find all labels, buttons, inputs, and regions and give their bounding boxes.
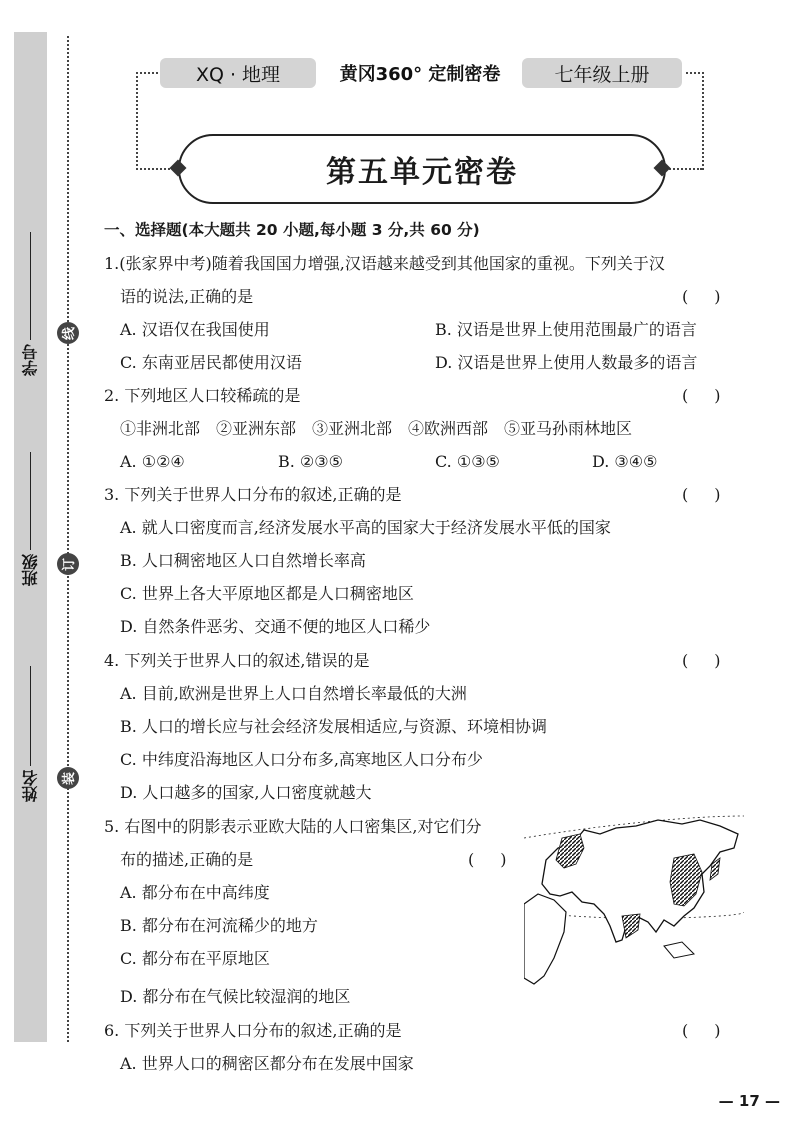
- q1-stem: 1.(张家界中考)随着我国国力增强,汉语越来越受到其他国家的重视。下列关于汉: [104, 254, 665, 273]
- series-title: 黄冈360° 定制密卷: [339, 64, 501, 85]
- header-connector-left: [136, 72, 162, 170]
- bind-mark-staple: 订: [57, 553, 79, 575]
- q3-option-d: D. 自然条件恶劣、交通不便的地区人口稀少: [120, 617, 431, 636]
- name-line: [30, 666, 32, 766]
- q1-option-d: D. 汉语是世界上使用人数最多的语言: [435, 353, 698, 372]
- q1-option-a: A. 汉语仅在我国使用: [120, 320, 270, 339]
- binding-cut-line: [67, 36, 69, 1042]
- q3-stem: 3. 下列关于世界人口分布的叙述,正确的是: [104, 485, 402, 504]
- south-asia-dense-area: [622, 914, 640, 938]
- eurasia-population-map: [524, 808, 744, 988]
- q6-option-a: A. 世界人口的稠密区都分布在发展中国家: [120, 1054, 414, 1073]
- q5-option-c: C. 都分布在平原地区: [120, 949, 270, 968]
- q1-answer-blank[interactable]: ( ): [682, 287, 721, 306]
- header-connector-right: [686, 72, 704, 170]
- page-number: — 17 —: [718, 1092, 780, 1110]
- q1-option-b: B. 汉语是世界上使用范围最广的语言: [435, 320, 697, 339]
- q1-stem-cont: 语的说法,正确的是: [120, 287, 254, 306]
- page-title: 第五单元密卷: [326, 155, 518, 190]
- q3-option-c: C. 世界上各大平原地区都是人口稠密地区: [120, 584, 414, 603]
- africa-outline: [524, 894, 566, 984]
- q1-option-c: C. 东南亚居民都使用汉语: [120, 353, 302, 372]
- island-southeast-asia: [664, 942, 694, 958]
- q5-option-d: D. 都分布在气候比较湿润的地区: [120, 987, 351, 1006]
- student-id-field[interactable]: [14, 232, 47, 376]
- q5-answer-blank[interactable]: ( ): [468, 850, 507, 869]
- q6-stem: 6. 下列关于世界人口分布的叙述,正确的是: [104, 1021, 402, 1040]
- q6-answer-blank[interactable]: ( ): [682, 1021, 721, 1040]
- q2-answer-blank[interactable]: ( ): [682, 386, 721, 405]
- q2-option-d: D. ③④⑤: [592, 452, 658, 471]
- q2-option-c: C. ①③⑤: [435, 452, 500, 471]
- q3-option-b: B. 人口稠密地区人口自然增长率高: [120, 551, 366, 570]
- q2-stem: 2. 下列地区人口较稀疏的是: [104, 386, 301, 405]
- q5-option-b: B. 都分布在河流稀少的地方: [120, 916, 318, 935]
- q5-stem: 5. 右图中的阴影表示亚欧大陆的人口密集区,对它们分: [104, 817, 482, 836]
- q3-option-a: A. 就人口密度而言,经济发展水平高的国家大于经济发展水平低的国家: [120, 518, 611, 537]
- q4-stem: 4. 下列关于世界人口的叙述,错误的是: [104, 651, 370, 670]
- class-line: [30, 452, 32, 550]
- student-id-label: 学号: [21, 344, 40, 376]
- q4-answer-blank[interactable]: ( ): [682, 651, 721, 670]
- q3-answer-blank[interactable]: ( ): [682, 485, 721, 504]
- title-banner: [178, 134, 666, 204]
- subject-pill: XQ · 地理: [160, 58, 316, 88]
- q5-stem-cont: 布的描述,正确的是: [120, 850, 254, 869]
- q2-option-a: A. ①②④: [120, 452, 185, 471]
- q4-option-a: A. 目前,欧洲是世界上人口自然增长率最低的大洲: [120, 684, 467, 703]
- class-field[interactable]: [14, 452, 47, 586]
- bind-mark-line: 线: [57, 322, 79, 344]
- section-heading: 一、选择题(本大题共 20 小题,每小题 3 分,共 60 分): [104, 221, 480, 239]
- student-id-line: [30, 232, 32, 340]
- q4-option-c: C. 中纬度沿海地区人口分布多,高寒地区人口分布少: [120, 750, 483, 769]
- q5-option-a: A. 都分布在中高纬度: [120, 883, 270, 902]
- q4-option-b: B. 人口的增长应与社会经济发展相适应,与资源、环境相协调: [120, 717, 548, 736]
- bind-mark-bind: 装: [57, 767, 79, 789]
- grade-pill: 七年级上册: [522, 58, 682, 88]
- q2-option-b: B. ②③⑤: [278, 452, 343, 471]
- name-label: 姓名: [21, 770, 40, 802]
- q4-option-d: D. 人口越多的国家,人口密度就越大: [120, 783, 372, 802]
- class-label: 班级: [21, 554, 40, 586]
- q2-items: ①非洲北部 ②亚洲东部 ③亚洲北部 ④欧洲西部 ⑤亚马孙雨林地区: [120, 419, 633, 438]
- name-field[interactable]: [14, 666, 47, 802]
